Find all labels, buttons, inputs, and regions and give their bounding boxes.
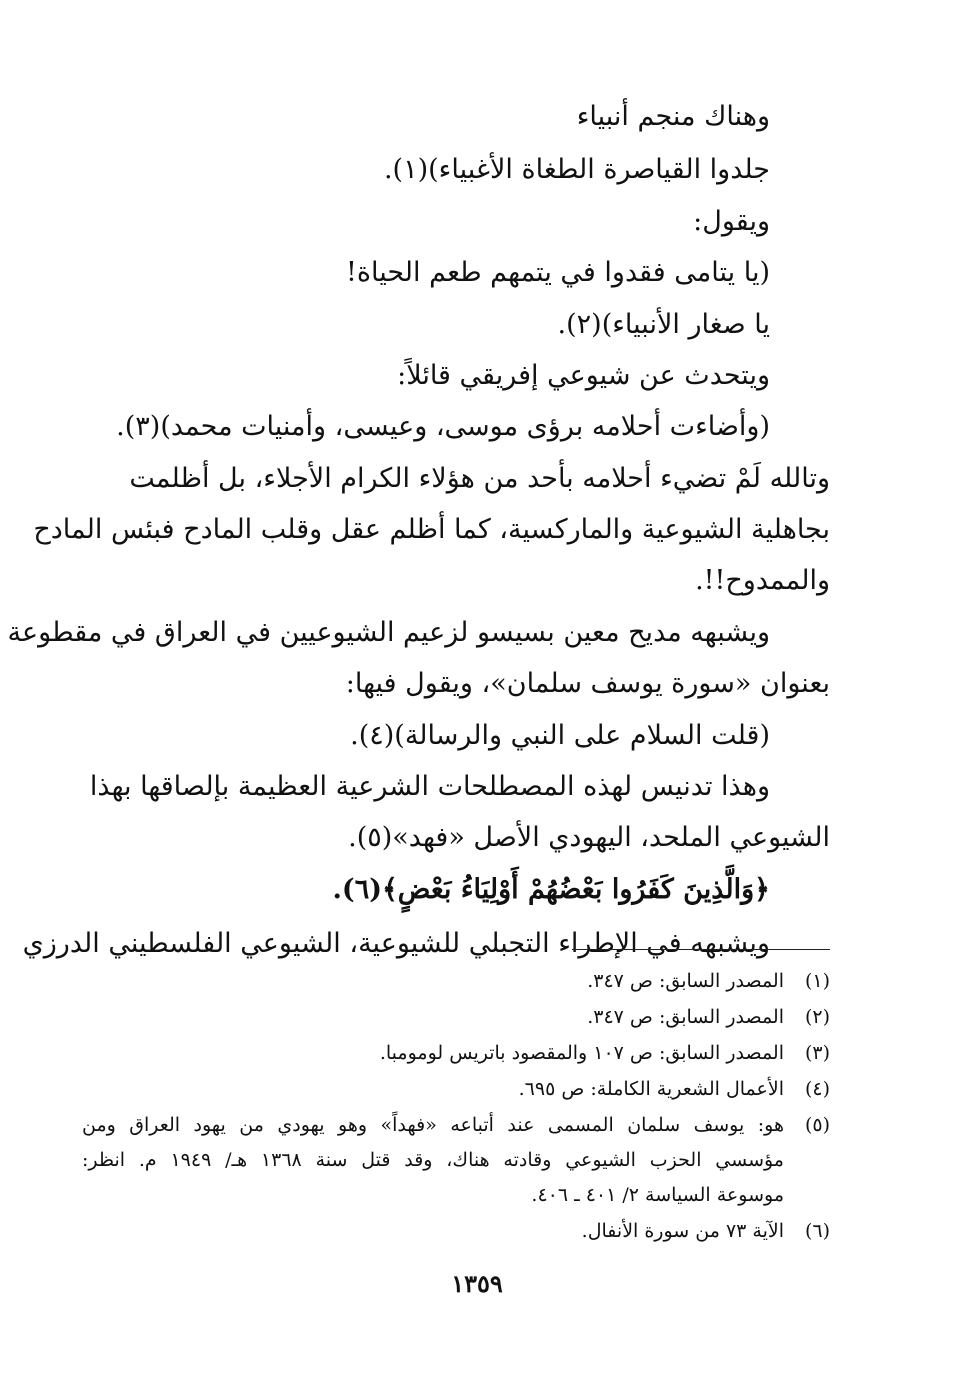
paragraph-line: وتالله لَمْ تضيء أحلامه بأحد من هؤلاء الكرام الأجلاء، بل أظلمت xyxy=(129,463,830,494)
footnote-text: هو: يوسف سلمان المسمى عند أتباعه «فهداً» وهو يهودي من يهود العراق ومن xyxy=(82,1114,784,1136)
footnote-number: (٥) xyxy=(804,1114,830,1136)
footnote-text: المصدر السابق: ص ١٠٧ والمقصود باتريس لومومبا. xyxy=(379,1042,784,1064)
footnote xyxy=(0,1036,954,1070)
footnote-number: (٣) xyxy=(804,1042,830,1064)
footnote-number: (٦) xyxy=(804,1220,830,1242)
paragraph-line: ويشبهه مديح معين بسيسو لزعيم الشيوعيين في العراق في مقطوعة xyxy=(7,617,770,648)
footnote-text: مؤسسي الحزب الشيوعي وقادته هناك، وقد قتل سنة ١٣٦٨ هـ/ ١٩٤٩ م. انظر: xyxy=(82,1149,784,1171)
footnote-text: المصدر السابق: ص ٣٤٧. xyxy=(587,1006,784,1028)
footnote-number: (٢) xyxy=(804,1006,830,1028)
verse-line: يا صغار الأنبياء)(٢). xyxy=(557,309,770,340)
page-number: ١٣٥٩ xyxy=(451,1269,503,1298)
verse-line: جلدوا القياصرة الطغاة الأغبياء)(١). xyxy=(383,154,770,185)
footnote-continuation xyxy=(0,1178,954,1212)
verse-line: (قلت السلام على النبي والرسالة)(٤). xyxy=(350,720,770,751)
paragraph-line: الشيوعي الملحد، اليهودي الأصل «فهد»(٥). xyxy=(348,822,830,853)
footnote xyxy=(0,964,954,998)
footnote xyxy=(0,1108,954,1142)
footnote-separator xyxy=(572,949,830,950)
text-line: ويقول: xyxy=(693,206,770,237)
footnote xyxy=(0,1072,954,1106)
text-line: ويتحدث عن شيوعي إفريقي قائلاً: xyxy=(397,360,770,391)
footnote-text: الأعمال الشعرية الكاملة: ص ٦٩٥. xyxy=(518,1078,784,1100)
footnote-text: الآية ٧٣ من سورة الأنفال. xyxy=(581,1220,784,1242)
footnote-continuation xyxy=(0,1143,954,1177)
footnote xyxy=(0,1214,954,1248)
footnote xyxy=(0,1000,954,1034)
footnote-number: (٤) xyxy=(804,1078,830,1100)
paragraph-line: والممدوح!!. xyxy=(695,565,830,596)
verse-line: (وأضاءت أحلامه برؤى موسى، وعيسى، وأمنيات محمد)(٣). xyxy=(116,411,770,442)
footnote-text: موسوعة السياسة ٢/ ٤٠١ ـ ٤٠٦. xyxy=(531,1184,784,1206)
footnote-text: المصدر السابق: ص ٣٤٧. xyxy=(587,970,784,992)
verse-line: وهناك منجم أنبياء xyxy=(576,101,770,132)
paragraph-line: ويشبهه في الإطراء التجبلي للشيوعية، الشيوعي الفلسطيني الدرزي xyxy=(22,928,770,959)
paragraph-line: بجاهلية الشيوعية والماركسية، كما أظلم عقل وقلب المادح فبئس المادح xyxy=(33,514,830,545)
paragraph-line: وهذا تدنيس لهذه المصطلحات الشرعية العظيمة بإلصاقها بهذا xyxy=(89,771,770,802)
quran-verse: ﴿وَالَّذِينَ كَفَرُوا بَعْضُهُمْ أَوْلِيَاءُ بَعْضٍ﴾(٦). xyxy=(332,874,770,905)
verse-line: (يا يتامى فقدوا في يتمهم طعم الحياة! xyxy=(345,257,770,288)
paragraph-line: بعنوان «سورة يوسف سلمان»، ويقول فيها: xyxy=(345,668,830,699)
footnote-number: (١) xyxy=(804,970,830,992)
